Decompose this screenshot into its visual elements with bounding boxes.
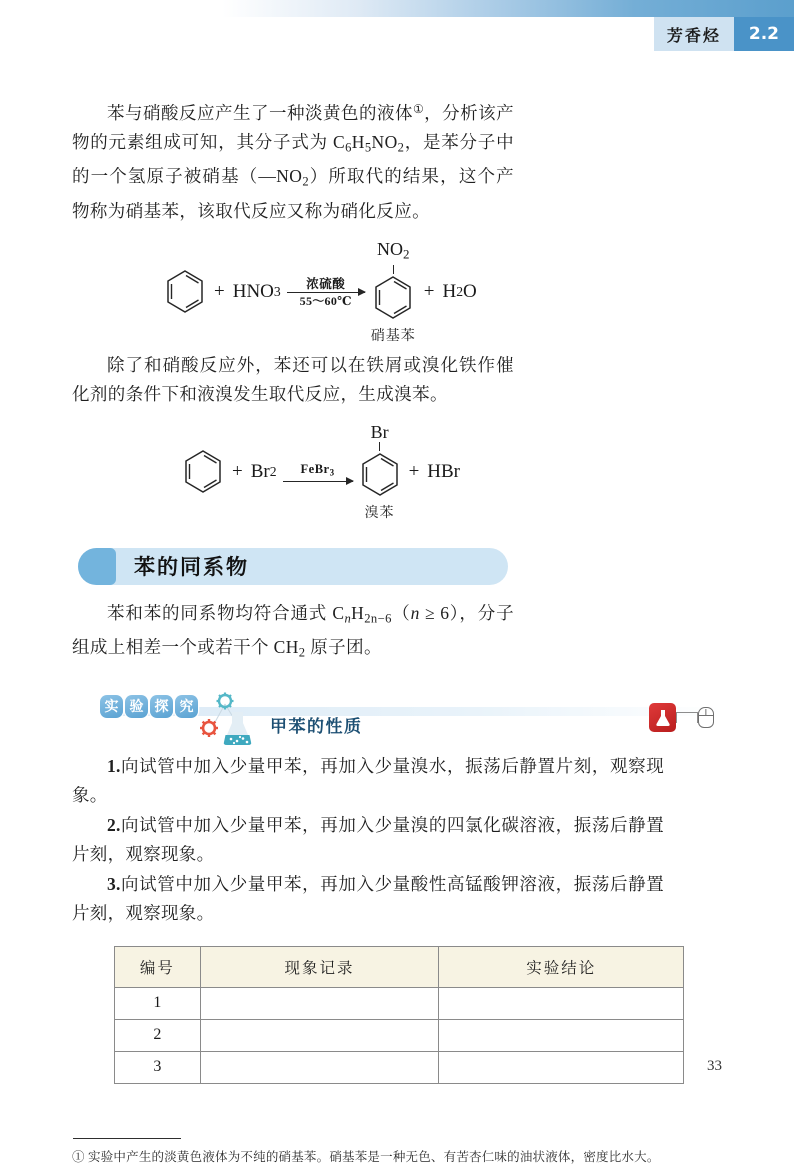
page-content xyxy=(72,95,722,1167)
eq1-h2o-o: O xyxy=(463,281,477,303)
experiment-step xyxy=(72,870,664,928)
experiment-step xyxy=(72,811,664,869)
eq1-no2-sub: 2 xyxy=(402,246,410,262)
eq2-plus-2: + xyxy=(408,461,420,483)
eq1-condition-below: 55～60℃ xyxy=(299,294,352,309)
table-cell-conclusion[interactable] xyxy=(439,1019,684,1051)
table-cell-conclusion[interactable] xyxy=(439,987,684,1019)
step-text: 向试管中加入少量甲苯，再加入少量酸性高锰酸钾溶液，振荡后静置片刻，观察现象。 xyxy=(72,873,664,923)
badge-char-4: 究 xyxy=(175,695,198,718)
p1-sub-h5: 5 xyxy=(364,140,372,155)
paragraph-general-formula xyxy=(72,599,514,668)
table-header-row xyxy=(115,946,684,987)
footnote-text: ① 实验中产生的淡黄色液体为不纯的硝基苯。硝基苯是一种无色、有苦杏仁味的油状液体，密度比水大。 xyxy=(72,1149,660,1164)
page-number: 33 xyxy=(707,1058,722,1074)
step-text: 向试管中加入少量甲苯，再加入少量溴水，振荡后静置片刻，观察现象。 xyxy=(72,755,664,805)
eq2-product-hbr: HBr xyxy=(427,461,461,483)
p3-part-c: （ xyxy=(391,602,411,623)
eq1-product-label: 硝基苯 xyxy=(370,328,416,344)
p3-sub-2n6: 2n−6 xyxy=(364,611,392,626)
footnote-marker: ① xyxy=(412,102,425,116)
paragraph-bromination-intro: 除了和硝酸反应外，苯还可以在铁屑或溴化铁作催化剂的条件下和液溴发生取代反应，生成溴苯。 xyxy=(72,354,514,404)
table-cell-index: 1 xyxy=(115,987,201,1019)
table-row xyxy=(115,1019,684,1051)
table-cell-index: 3 xyxy=(115,1051,201,1083)
conical-flask-icon xyxy=(224,712,251,745)
eq2-br2-text: Br xyxy=(250,461,270,483)
page-header-tags xyxy=(654,17,794,51)
section-title: 苯的同系物 xyxy=(134,555,249,580)
benzene-ring-icon xyxy=(372,274,414,322)
p3-part-a: 苯和苯的同系物均符合通式 C xyxy=(107,602,345,623)
p3-part-d: ≥ 6），分子组成上相差一个或若干个 CH xyxy=(72,602,514,658)
table-cell-record[interactable] xyxy=(200,1051,439,1083)
p3-part-b: H xyxy=(351,602,365,623)
eq1-arrow-line xyxy=(287,292,365,294)
p1-part-d: H xyxy=(351,131,365,152)
eq1-hno3-text: HNO xyxy=(232,281,274,303)
p1-part-b: ，分析该产物的元素组成可知，其分子式为 C xyxy=(72,102,515,152)
gear-left-icon xyxy=(200,719,218,737)
corrosive-flask-icon[interactable] xyxy=(649,703,676,732)
table-header-index: 编号 xyxy=(115,946,201,987)
eq1-plus-2: + xyxy=(423,281,435,303)
p1-part-j: ）所取代的结果，这个产物称为硝基苯，该取代反应又称为硝化反应。 xyxy=(72,166,514,221)
table-header-record: 现象记录 xyxy=(200,946,439,987)
eq2-catalyst-text: FeBr xyxy=(300,462,330,477)
section-number-tag: 2.2 xyxy=(734,17,794,51)
footnote-divider xyxy=(73,1138,181,1139)
eq2-br2-sub: 2 xyxy=(269,464,277,480)
eq1-reactant-benzene xyxy=(164,268,206,316)
table-row xyxy=(115,1051,684,1083)
chapter-tag: 芳香烃 xyxy=(654,17,734,51)
eq1-product-water xyxy=(442,281,476,303)
badge-char-3: 探 xyxy=(150,695,173,718)
eq1-no2-text: NO xyxy=(376,238,403,259)
eq2-br-group: Br xyxy=(370,421,389,442)
top-gradient-bar xyxy=(0,0,794,17)
eq2-substituent-bond xyxy=(379,442,380,451)
step-number: 2. xyxy=(107,814,121,835)
resource-connector-line xyxy=(676,712,698,713)
eq1-plus-1: + xyxy=(214,281,225,303)
experiment-step xyxy=(72,752,664,810)
eq2-product-label: 溴苯 xyxy=(364,505,395,521)
table-header-conclusion: 实验结论 xyxy=(439,946,684,987)
table-cell-conclusion[interactable] xyxy=(439,1051,684,1083)
eq2-product-bromobenzene xyxy=(359,423,401,522)
section-accent-tab xyxy=(78,548,116,585)
table-row xyxy=(115,987,684,1019)
p1-part-a: 苯与硝酸反应产生了一种淡黄色的液体 xyxy=(107,102,413,123)
step-text: 向试管中加入少量甲苯，再加入少量溴的四氯化碳溶液，振荡后静置片刻，观察现象。 xyxy=(72,814,664,864)
equation-bromination xyxy=(72,423,722,522)
eq1-no2-group xyxy=(377,240,409,264)
benzene-ring-icon xyxy=(182,448,224,496)
paragraph-nitration-intro xyxy=(72,95,514,226)
benzene-ring-icon xyxy=(359,451,401,499)
eq1-hno3-sub: 3 xyxy=(273,284,281,300)
experiment-header xyxy=(72,690,722,748)
eq1-h2o-h: H xyxy=(442,281,457,303)
experiment-resource-group[interactable] xyxy=(649,702,714,734)
eq2-catalyst xyxy=(301,462,335,480)
eq1-product-nitrobenzene xyxy=(371,240,416,345)
p3-sub-n: n xyxy=(344,611,352,626)
eq2-catalyst-sub: 3 xyxy=(329,467,335,478)
eq1-substituent-bond xyxy=(393,265,394,274)
eq2-arrow-line xyxy=(283,481,353,483)
eq1-reaction-arrow xyxy=(287,277,365,309)
p1-sub-o2: 2 xyxy=(397,140,405,155)
table-cell-record[interactable] xyxy=(200,987,439,1019)
eq2-reaction-arrow xyxy=(283,462,353,482)
p3-part-e: 原子团。 xyxy=(305,637,382,658)
step-number: 1. xyxy=(107,755,121,776)
experiment-record-table xyxy=(114,946,684,1084)
eq1-condition-above: 浓硫酸 xyxy=(306,276,346,291)
section-heading-homologs xyxy=(78,548,508,585)
gear-top-icon xyxy=(217,692,234,709)
equation-nitration xyxy=(72,240,722,345)
p3-sub-ch2: 2 xyxy=(298,645,306,660)
eq1-reactant-hno3 xyxy=(233,281,281,303)
flask-and-gears-icon xyxy=(194,690,256,748)
p1-sub-c6: 6 xyxy=(345,140,352,155)
table-cell-record[interactable] xyxy=(200,1019,439,1051)
eq2-reactant-benzene xyxy=(182,448,224,496)
table-cell-index: 2 xyxy=(115,1019,201,1051)
badge-char-1: 实 xyxy=(100,695,123,718)
mouse-icon[interactable] xyxy=(698,707,714,728)
p3-italic-n: n xyxy=(410,602,420,623)
badge-char-2: 验 xyxy=(125,695,148,718)
eq2-plus-1: + xyxy=(232,461,243,483)
p1-sub-no2: 2 xyxy=(302,174,310,189)
experiment-badge xyxy=(100,695,198,718)
p1-part-h: ，是苯分子中的一个氢原子被硝基（—NO xyxy=(72,131,514,187)
experiment-title: 甲苯的性质 xyxy=(270,716,363,737)
eq1-h2o-sub: 2 xyxy=(456,284,464,300)
benzene-ring-icon xyxy=(164,268,206,316)
eq2-reactant-br2 xyxy=(251,461,277,483)
p1-part-f: NO xyxy=(371,131,398,152)
step-number: 3. xyxy=(107,873,121,894)
white-flask-glyph xyxy=(655,709,671,727)
